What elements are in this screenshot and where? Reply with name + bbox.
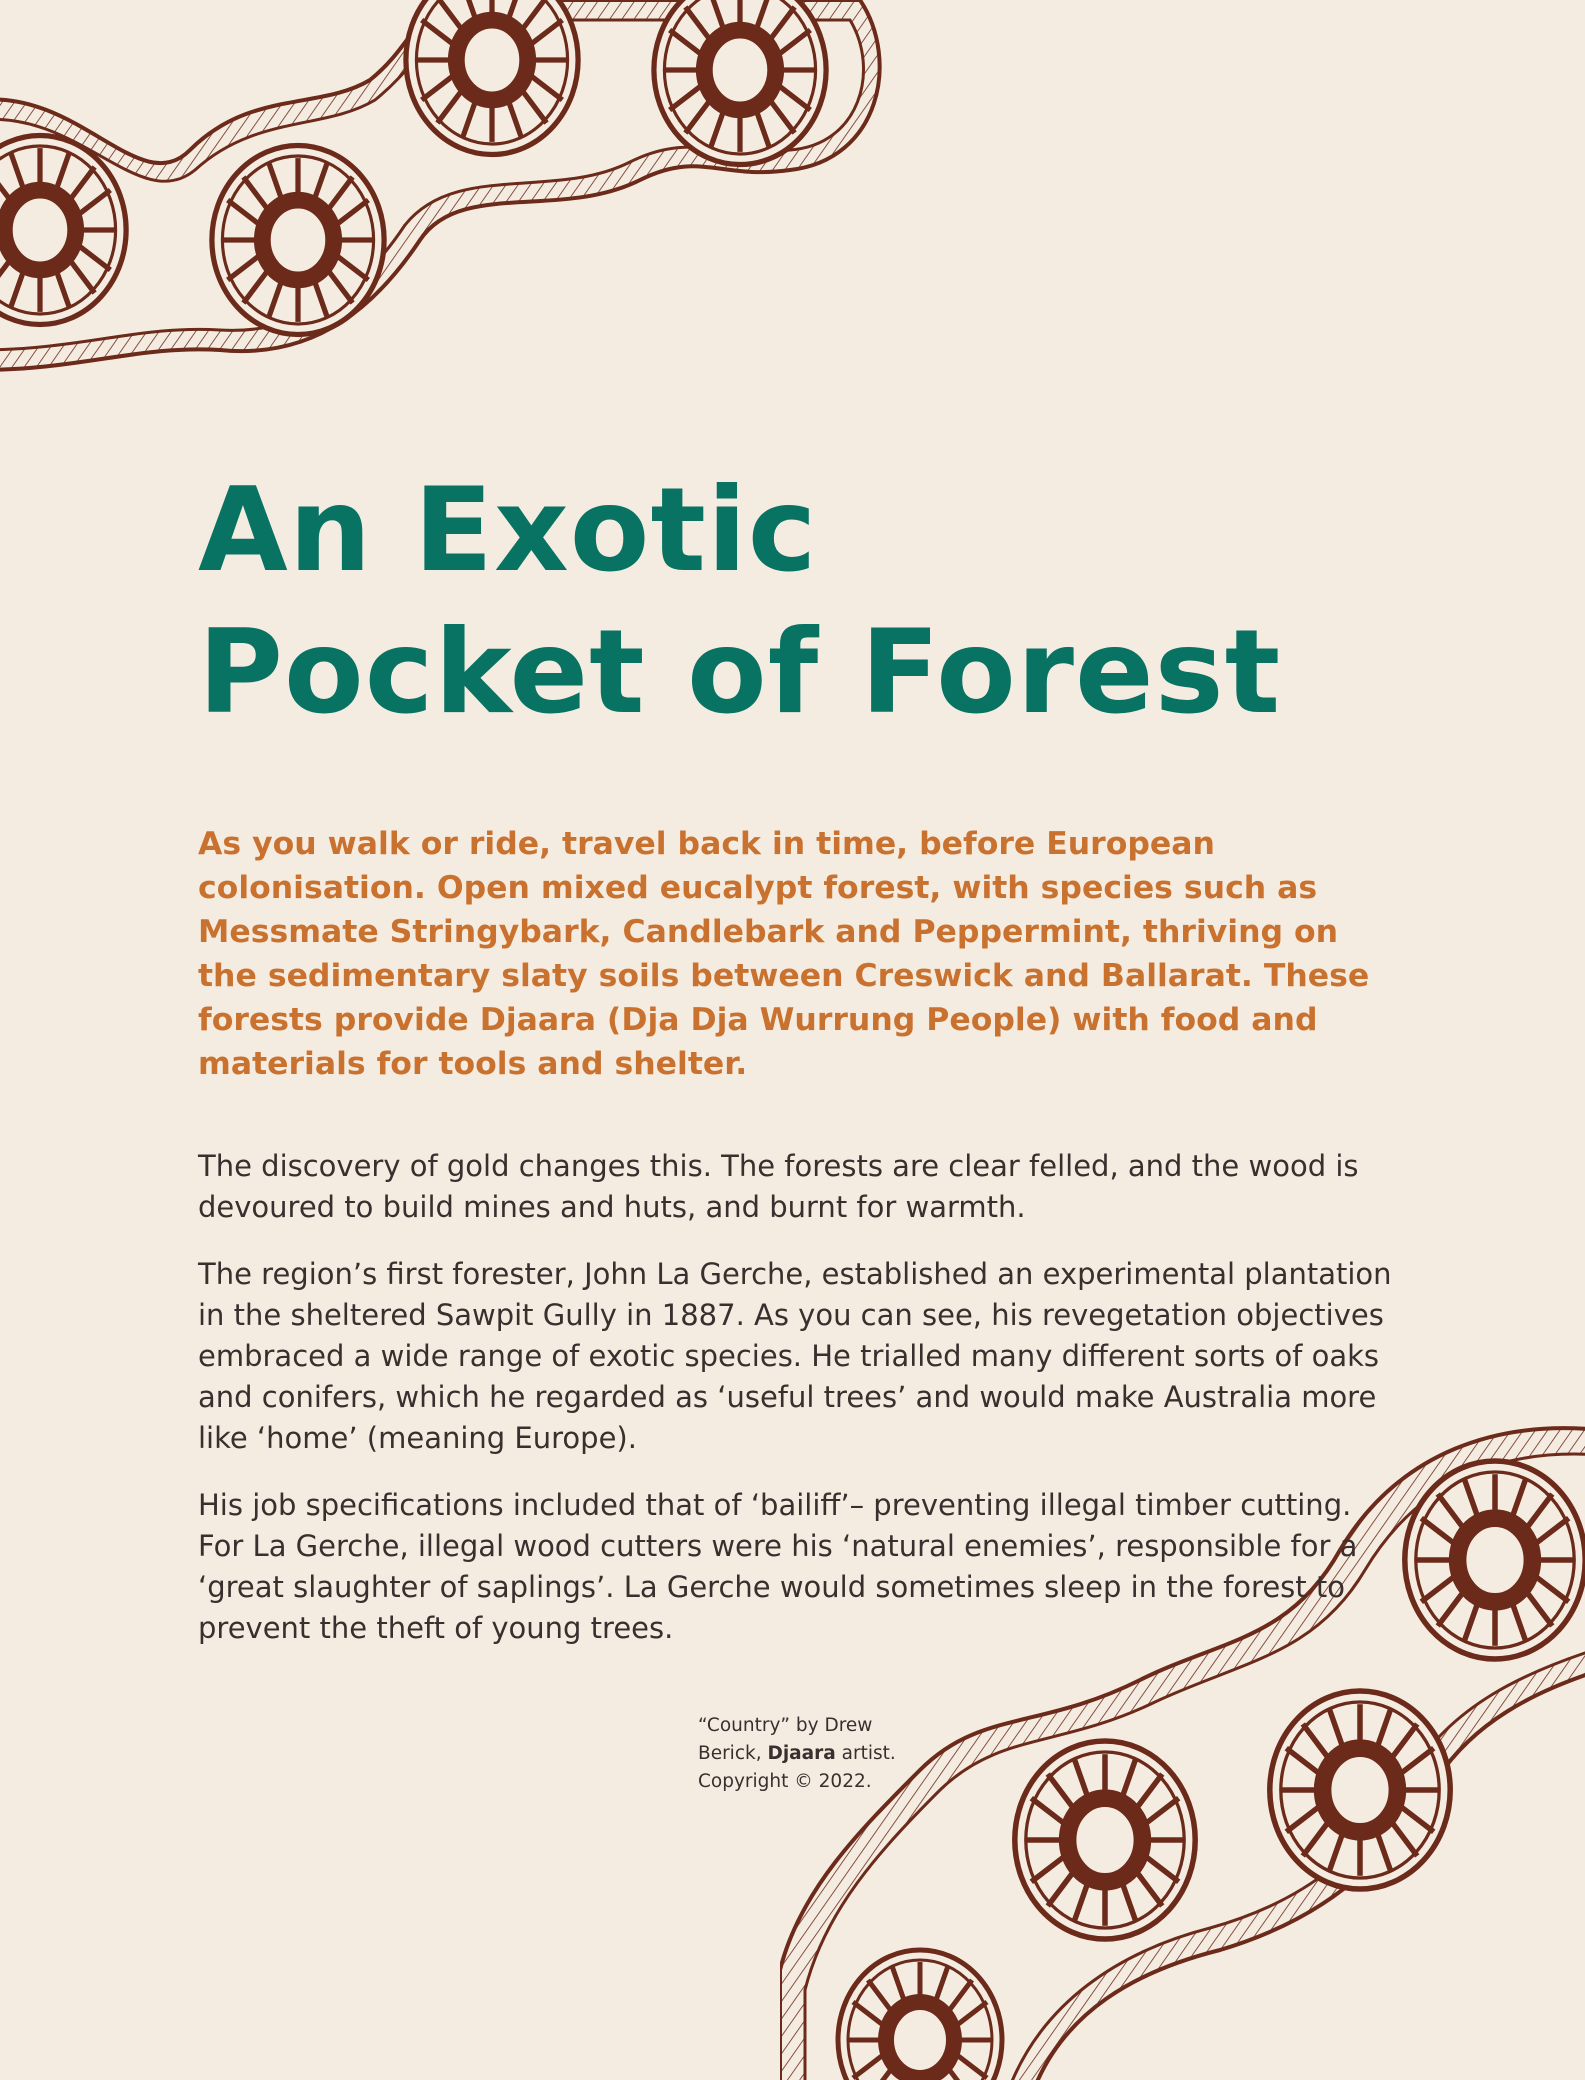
credit-line-1: “Country” by Drew bbox=[698, 1715, 873, 1736]
intro-text-2: (Dja Dja Wurrung People) with food and materials for tools and shelter. bbox=[198, 1002, 1318, 1082]
credit-line-2-pre: Berick, bbox=[698, 1743, 768, 1764]
intro-paragraph bbox=[198, 822, 1378, 1086]
artwork-country-top bbox=[0, 0, 900, 390]
intro-text-1: As you walk or ride, travel back in time, before European colonisation. Open mixed eucalypt forest, with species such as Messmate Stringybark, Candlebark and Peppermint, thriving on the sedimentary slaty soils between Creswick and Ballarat. These forests provide bbox=[198, 826, 1370, 1038]
body-paragraph-3: His job specifications included that of ‘bailiff’– preventing illegal timber cutting. For La Gerche, illegal wood cutters were his ‘natural enemies’, responsible for a ‘great slaughter of saplings’. La Gerche would sometimes sleep in the forest to prevent the theft of young trees. bbox=[198, 1488, 1358, 1645]
title-line-1: An Exotic bbox=[198, 463, 818, 598]
artwork-credit bbox=[698, 1712, 938, 1796]
main-content bbox=[198, 460, 1398, 1675]
body-text bbox=[198, 1146, 1398, 1649]
intro-bold-djaara: Djaara bbox=[479, 1002, 596, 1038]
title-line-2: Pocket of Forest bbox=[198, 605, 1282, 740]
credit-line-2-post: artist. bbox=[835, 1743, 896, 1764]
body-paragraph-2: The region’s first forester, John La Gerche, established an experimental plantation in the sheltered Sawpit Gully in 1887. As you can see, his revegetation objectives embraced a wide range of exotic species. He trialled many different sorts of oaks and conifers, which he regarded as ‘useful trees’ and would make Australia more like ‘home’ (meaning Europe). bbox=[198, 1257, 1392, 1455]
credit-line-3: Copyright © 2022. bbox=[698, 1771, 872, 1792]
credit-line-2-bold: Djaara bbox=[767, 1743, 836, 1764]
body-paragraph-1: The discovery of gold changes this. The forests are clear felled, and the wood is devoured to build mines and huts, and burnt for warmth. bbox=[198, 1149, 1359, 1224]
page-title bbox=[198, 460, 1398, 744]
